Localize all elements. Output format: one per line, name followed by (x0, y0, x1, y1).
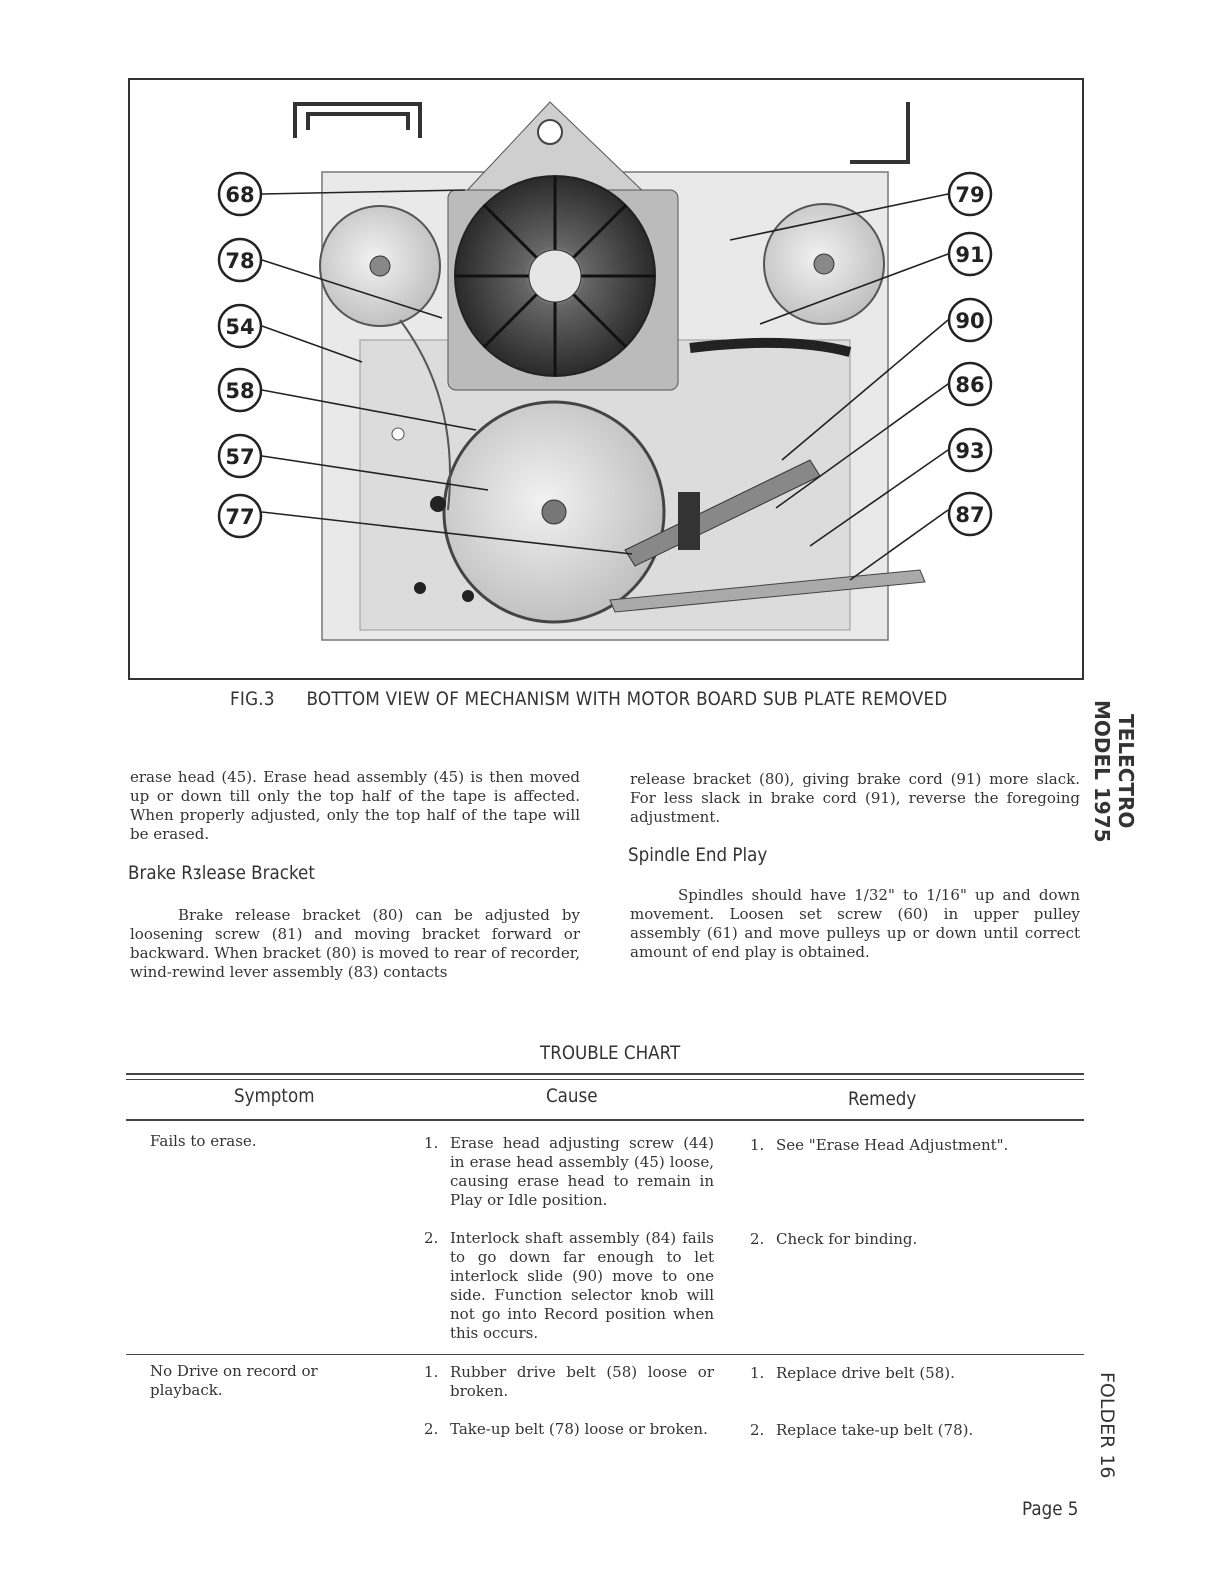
svg-text:78: 78 (225, 249, 255, 273)
brand-tag: TELECTRO (1114, 714, 1138, 829)
right-para-2: Spindles should have 1/32" to 1/16" up and down movement. Loosen set screw (60) in upper pulley assembly (61) and move pulleys up or down until correct amount of end play is obtained. (630, 886, 1080, 961)
header-remedy: Remedy (848, 1088, 917, 1110)
right-column-2 (630, 886, 1080, 962)
callout-79 (949, 173, 991, 215)
svg-text:57: 57 (225, 445, 255, 469)
left-para-1: erase head (45). Erase head assembly (45) is then moved up or down till only the top half of the tape is affected. When properly adjusted, only the top half of the tape will be erased. (130, 768, 580, 843)
folder-tag: FOLDER 16 (1096, 1372, 1118, 1479)
callout-54 (219, 305, 261, 347)
callout-90 (949, 299, 991, 341)
cause-cell: Interlock shaft assembly (84) fails to go down far enough to let interlock slide (90) move to one side. Function selector knob will not go into Record position when this occurs. (450, 1229, 714, 1342)
heading-brake-release: Brake Rᴣlease Bracket (128, 862, 315, 884)
remedy-number: 2. (750, 1421, 765, 1439)
remedy-number: 2. (750, 1230, 765, 1248)
header-symptom: Symptom (234, 1085, 315, 1107)
trouble-chart-title: TROUBLE CHART (540, 1042, 681, 1064)
left-column (130, 768, 580, 844)
cause-number: 2. (424, 1420, 439, 1438)
symptom-cell: Fails to erase. (150, 1132, 257, 1150)
callouts (130, 80, 1082, 678)
remedy-cell: Replace drive belt (58). (776, 1364, 955, 1382)
callout-93 (949, 429, 991, 471)
header-cause: Cause (546, 1085, 598, 1107)
callout-91 (949, 233, 991, 275)
table-top-rule (126, 1073, 1084, 1075)
right-column (630, 770, 1080, 827)
figure-caption (230, 688, 979, 710)
model-tag: MODEL 1975 (1090, 700, 1114, 843)
cause-number: 1. (424, 1363, 439, 1381)
cause-cell: Rubber drive belt (58) loose or broken. (450, 1363, 714, 1400)
header-rule (126, 1119, 1084, 1121)
figure-title: BOTTOM VIEW OF MECHANISM WITH MOTOR BOARD SUB PLATE REMOVED (306, 688, 948, 710)
callout-58 (219, 369, 261, 411)
left-column-2 (130, 906, 580, 982)
right-para-1: release bracket (80), giving brake cord (91) more slack. For less slack in brake cord (91), reverse the foregoing adjustment. (630, 770, 1080, 826)
cause-cell: Erase head adjusting screw (44) in erase head assembly (45) loose, causing erase head to remain in Play or Idle position. (450, 1134, 714, 1209)
callout-78 (219, 239, 261, 281)
svg-text:68: 68 (225, 183, 255, 207)
remedy-cell: See "Erase Head Adjustment". (776, 1136, 1009, 1154)
callout-77 (219, 495, 261, 537)
callout-87 (949, 493, 991, 535)
svg-text:77: 77 (225, 505, 255, 529)
svg-text:54: 54 (225, 315, 255, 339)
heading-spindle-end-play: Spindle End Play (628, 844, 768, 866)
cause-number: 1. (424, 1134, 439, 1152)
svg-text:58: 58 (225, 379, 255, 403)
svg-text:91: 91 (955, 243, 985, 267)
figure-frame (128, 78, 1084, 680)
remedy-cell: Replace take-up belt (78). (776, 1421, 974, 1439)
row-divider (126, 1354, 1084, 1355)
page-number: Page 5 (1022, 1498, 1079, 1520)
callout-68 (219, 173, 261, 215)
callout-86 (949, 363, 991, 405)
symptom-cell: No Drive on record or playback. (150, 1362, 318, 1399)
table-top-rule-2 (126, 1079, 1084, 1080)
left-para-2: Brake release bracket (80) can be adjusted by loosening screw (81) and moving bracket forward or backward. When bracket (80) is moved to rear of recorder, wind-rewind lever assembly (83) contacts (130, 906, 580, 981)
figure-number: FIG.3 (230, 688, 275, 710)
svg-text:93: 93 (955, 439, 985, 463)
remedy-number: 1. (750, 1364, 765, 1382)
remedy-cell: Check for binding. (776, 1230, 918, 1248)
svg-text:90: 90 (955, 309, 985, 333)
cause-number: 2. (424, 1229, 439, 1247)
remedy-number: 1. (750, 1136, 765, 1154)
cause-cell: Take-up belt (78) loose or broken. (450, 1420, 708, 1438)
svg-text:86: 86 (955, 373, 985, 397)
svg-text:79: 79 (955, 183, 985, 207)
svg-text:87: 87 (955, 503, 985, 527)
callout-57 (219, 435, 261, 477)
